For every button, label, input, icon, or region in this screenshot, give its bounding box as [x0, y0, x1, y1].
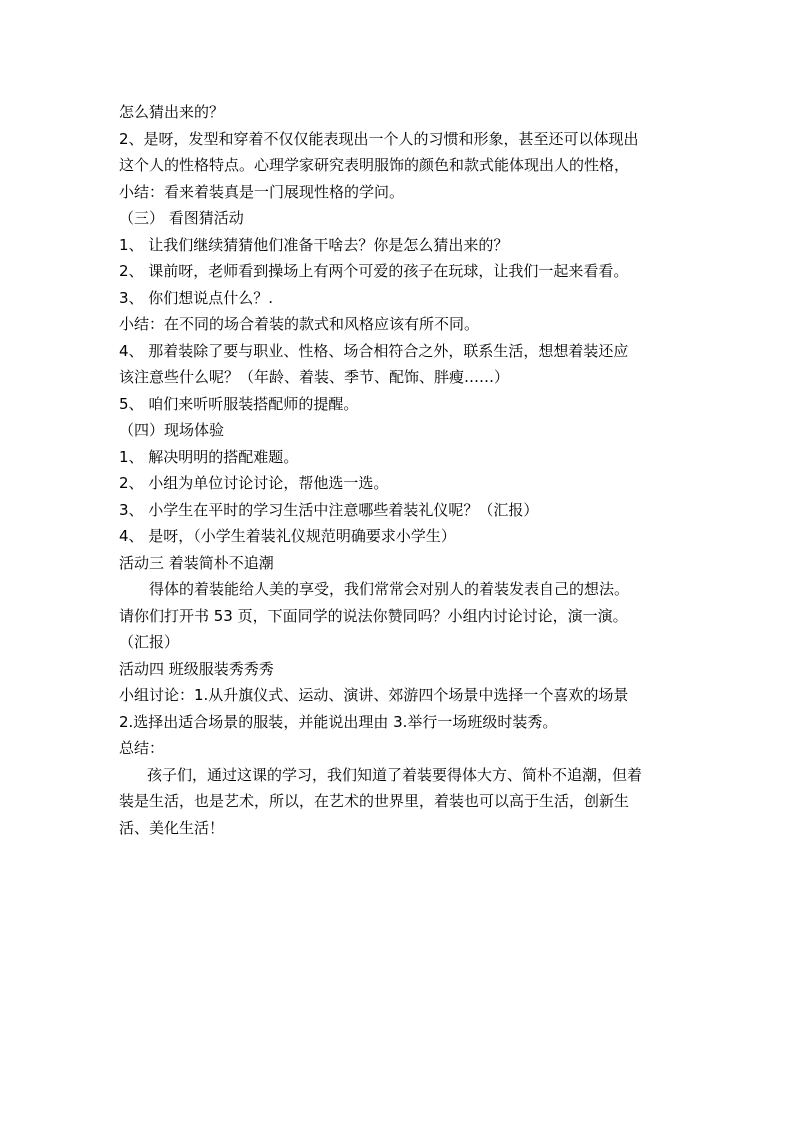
summary-line: 小结：在不同的场合着装的款式和风格应该有所不同。 — [119, 315, 480, 333]
text-line: 怎么猜出来的？ — [119, 103, 225, 121]
paragraph-line: 装是生活，也是艺术，所以，在艺术的世界里，着装也可以高于生活，创新生 — [119, 792, 630, 810]
paragraph-line: 孩子们，通过这课的学习，我们知道了着装要得体大方、简朴不追潮，但着 — [147, 765, 643, 784]
paragraph-line: 活、美化生活！ — [119, 818, 225, 837]
summary-line: 小结：看来着装真是一门展现性格的学问。 — [119, 182, 405, 201]
list-item: 3、 小学生在平时的学习生活中注意哪些着装礼仪呢？（汇报） — [119, 500, 539, 519]
section-heading: （四）现场体验 — [119, 421, 225, 439]
paragraph-line: 请你们打开书 53 页，下面同学的说法你赞同吗？小组内讨论讨论，演一演。 — [119, 606, 628, 625]
list-item: 1、 让我们继续猜猜他们准备干啥去？你是怎么猜出来的？ — [119, 235, 509, 254]
summary-heading: 总结： — [119, 739, 165, 757]
list-item: 2、 小组为单位讨论讨论，帮他选一选。 — [119, 474, 389, 492]
list-item: 4、 是呀，（小学生着装礼仪规范明确要求小学生） — [119, 527, 456, 545]
text-line: 小组讨论：1.从升旗仪式、运动、演讲、郊游四个场景中选择一个喜欢的场景 — [119, 686, 629, 704]
text-line: （汇报） — [119, 633, 180, 651]
list-item: 3、 你们想说点什么？. — [119, 288, 274, 307]
list-item: 1、 解决明明的搭配难题。 — [119, 447, 299, 466]
text-line: 该注意些什么呢？（年龄、着装、季节、配饰、胖瘦……） — [119, 368, 510, 386]
paragraph-line: 得体的着装能给人美的享受，我们常常会对别人的着装发表自己的想法。 — [149, 580, 630, 598]
list-item: 4、 那着装除了要与职业、性格、场合相符合之外，联系生活，想想着装还应 — [119, 341, 629, 360]
text-line: 2.选择出适合场景的服装，并能说出理由 3.举行一场班级时装秀。 — [119, 712, 558, 731]
list-item: 5、 咱们来听听服装搭配师的提醒。 — [119, 394, 359, 413]
text-line: 这个人的性格特点。心理学家研究表明服饰的颜色和款式能体现出人的性格， — [119, 156, 630, 174]
section-heading: （三） 看图猜活动 — [119, 209, 244, 227]
activity-heading: 活动四 班级服装秀秀秀 — [119, 659, 274, 678]
document-body — [119, 99, 679, 841]
text-line: 2、是呀，发型和穿着不仅仅能表现出一个人的习惯和形象，甚至还可以体现出 — [119, 129, 639, 148]
activity-heading: 活动三 着装简朴不追潮 — [119, 553, 274, 572]
list-item: 2、 课前呀，老师看到操场上有两个可爱的孩子在玩球，让我们一起来看看。 — [119, 262, 629, 280]
